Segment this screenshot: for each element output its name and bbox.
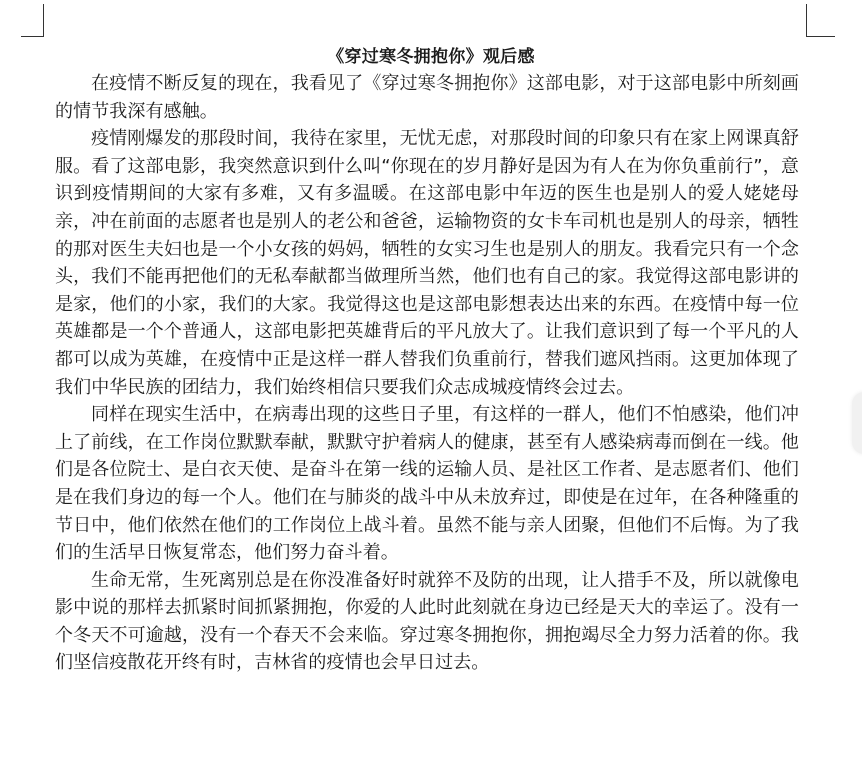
- document-body: [55, 70, 799, 677]
- paragraph: 同样在现实生活中，在病毒出现的这些日子里，有这样的一群人，他们不怕感染，他们冲上了前线，在工作岗位默默奉献，默默守护着病人的健康，甚至有人感染病毒而倒在一线。他们是各位院士、是白衣天使、是奋斗在第一线的运输人员、是社区工作者、是志愿者们、他们是在我们身边的每一个人。他们在与肺炎的战斗中从未放弃过，即使是在过年，在各种隆重的节日中，他们依然在他们的工作岗位上战斗着。虽然不能与亲人团聚，但他们不后悔。为了我们的生活早日恢复常态，他们努力奋斗着。: [55, 404, 799, 564]
- side-scroll-handle[interactable]: [852, 392, 862, 454]
- document-title: 《穿过寒冬拥抱你》观后感: [327, 47, 535, 67]
- crop-mark-top-left: [21, 4, 44, 37]
- crop-mark-top-right: [806, 4, 835, 37]
- paragraph: 生命无常，生死离别总是在你没准备好时就猝不及防的出现，让人措手不及，所以就像电影中说的那样去抓紧时间抓紧拥抱，你爱的人此时此刻就在身边已经是天大的幸运了。没有一个冬天不可逾越，没有一个春天不会来临。穿过寒冬拥抱你，拥抱竭尽全力努力活着的你。我们坚信疫散花开终有时，吉林省的疫情也会早日过去。: [55, 569, 799, 674]
- paragraph: 疫情刚爆发的那段时间，我待在家里，无忧无虑，对那段时间的印象只有在家上网课真舒服。看了这部电影，我突然意识到什么叫“你现在的岁月静好是因为有人在为你负重前行”，意识到疫情期间的大家有多难，又有多温暖。在这部电影中年迈的医生也是别人的爱人姥姥母亲，冲在前面的志愿者也是别人的老公和爸爸，运输物资的女卡车司机也是别人的母亲，牺牲的那对医生夫妇也是一个小女孩的妈妈，牺牲的女实习生也是别人的朋友。我看完只有一个念头，我们不能再把他们的无私奉献都当做理所当然，他们也有自己的家。我觉得这部电影讲的是家，他们的小家，我们的大家。我觉得这也是这部电影想表达出来的东西。在疫情中每一位英雄都是一个个普通人，这部电影把英雄背后的平凡放大了。让我们意识到了每一个平凡的人都可以成为英雄，在疫情中正是这样一群人替我们负重前行，替我们遮风挡雨。这更加体现了我们中华民族的团结力，我们始终相信只要我们众志成城疫情终会过去。: [55, 128, 799, 398]
- paragraph: 在疫情不断反复的现在，我看见了《穿过寒冬拥抱你》这部电影，对于这部电影中所刻画的情节我深有感触。: [55, 73, 799, 122]
